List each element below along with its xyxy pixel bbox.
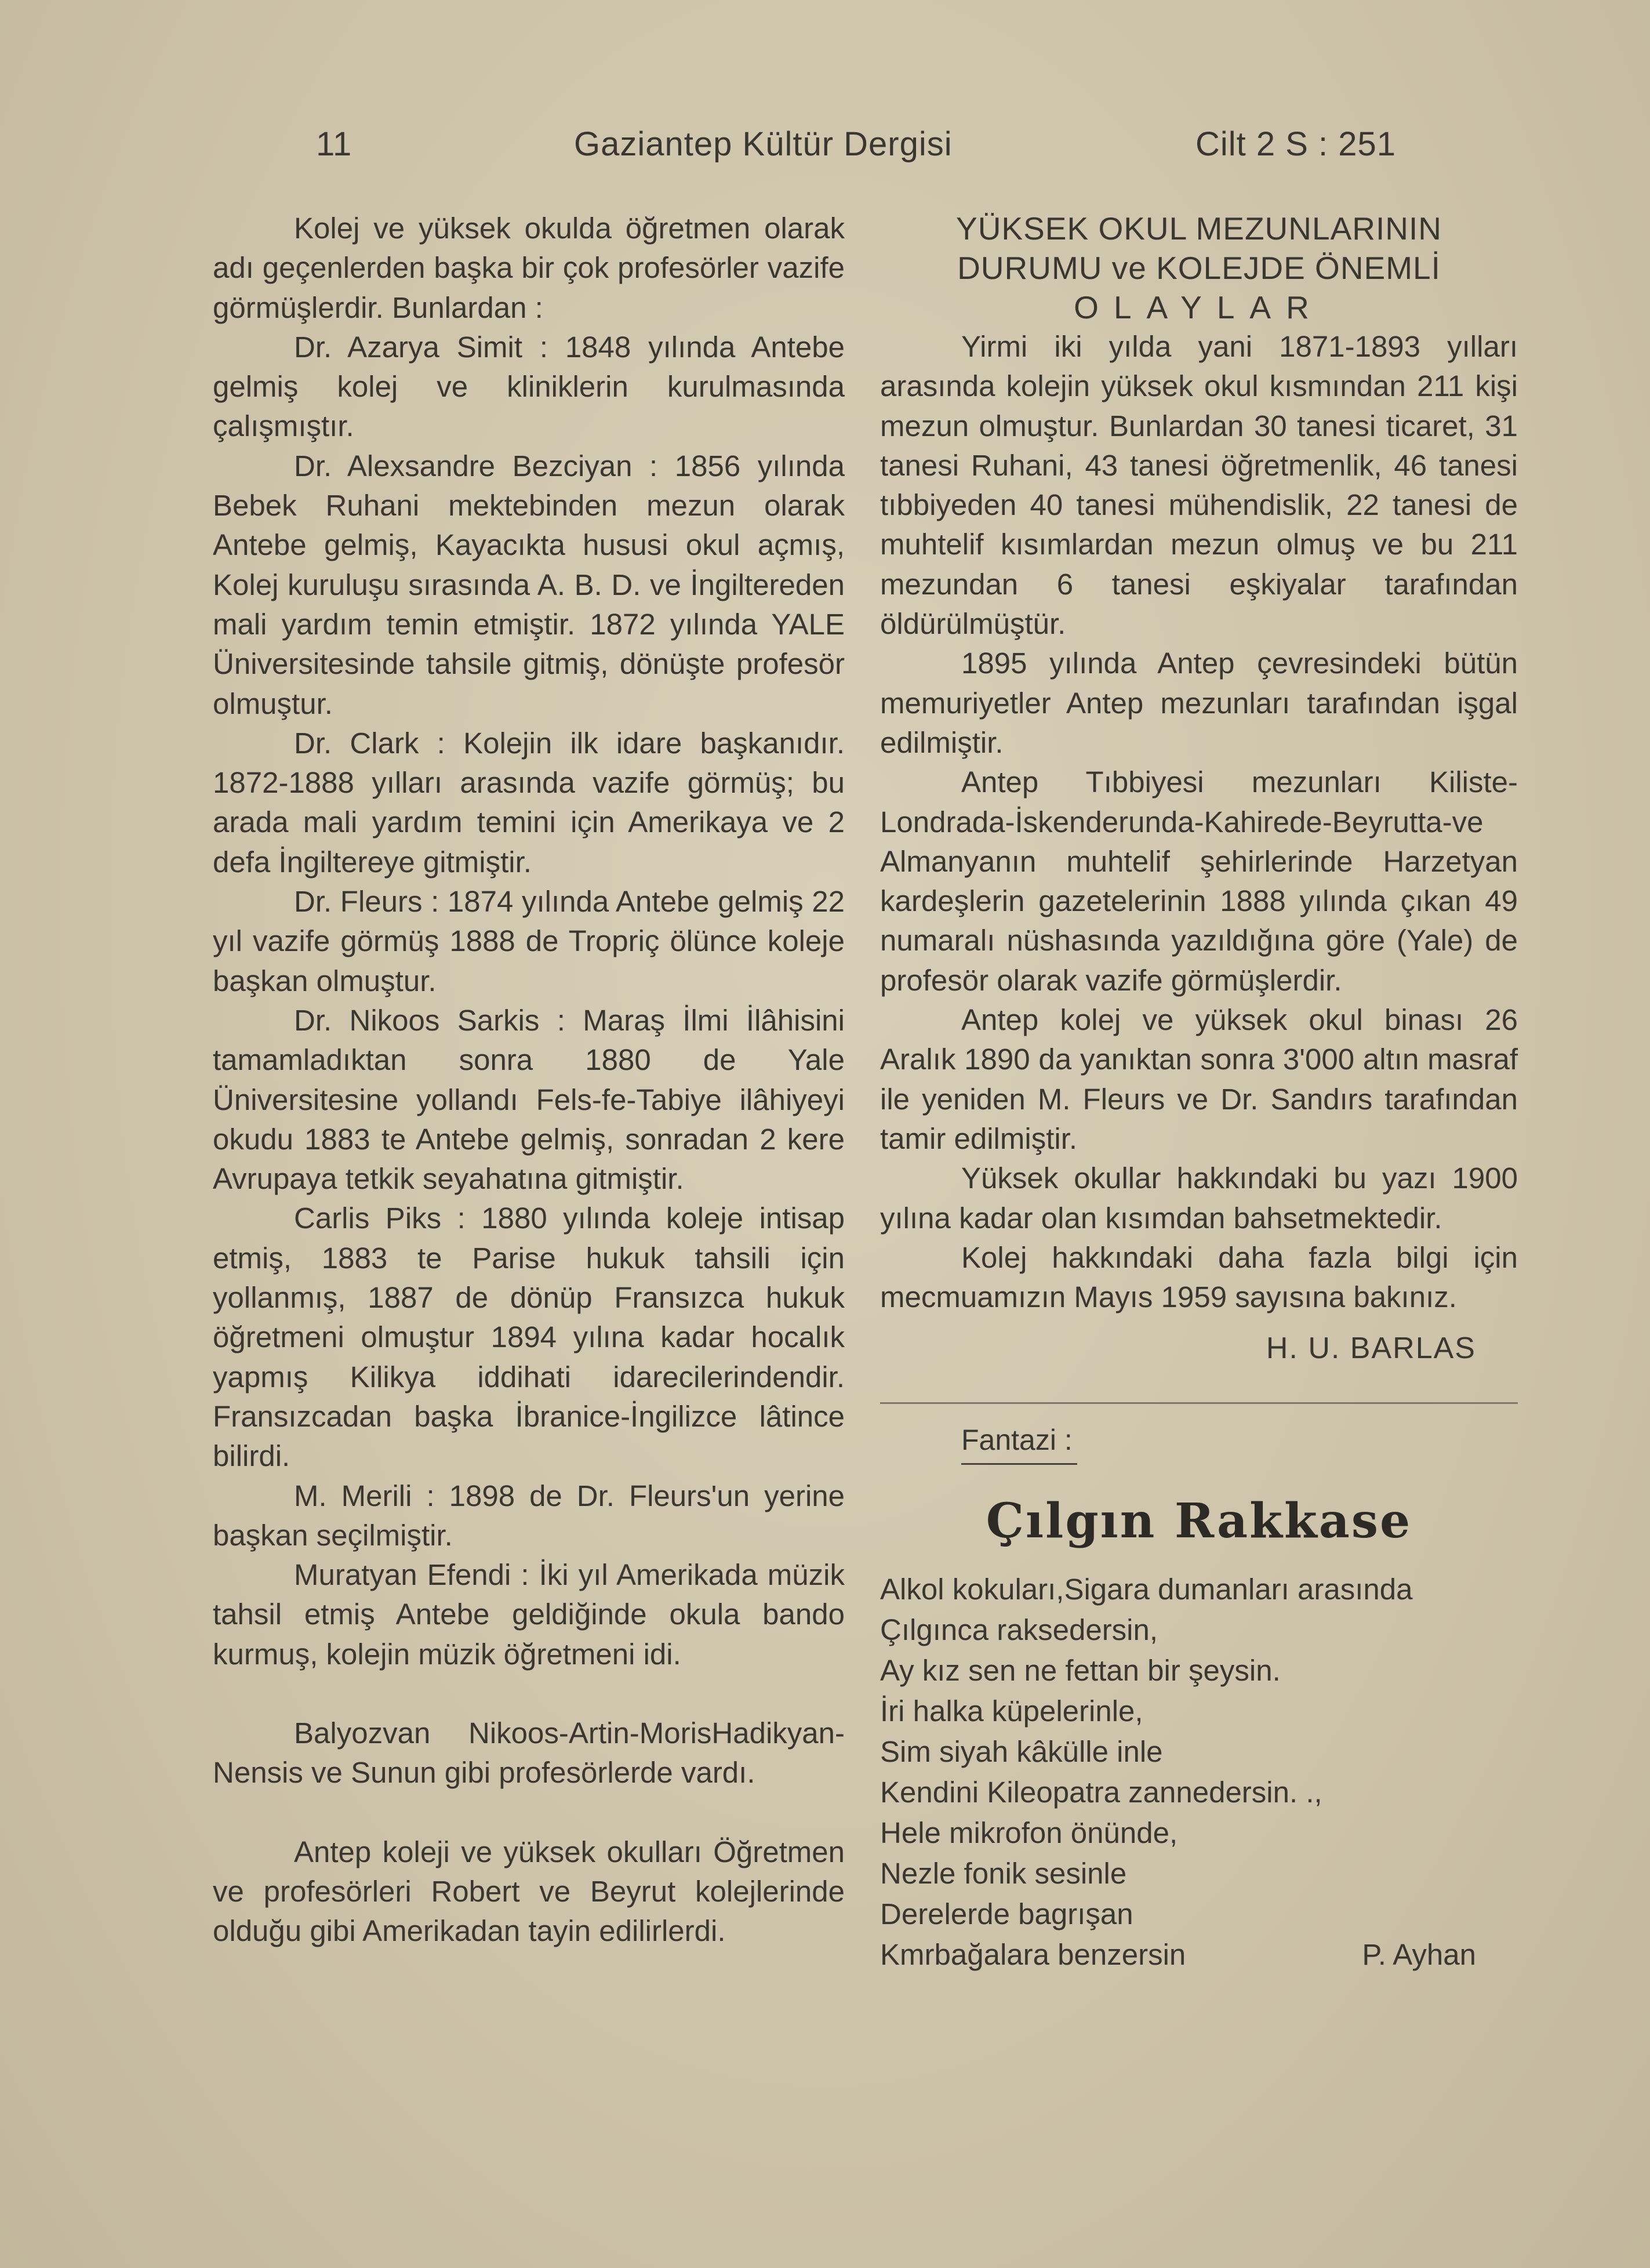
- poem-line: Sim siyah kâkülle inle: [880, 1735, 1163, 1769]
- right-column: [880, 209, 1518, 1975]
- article-title-line: YÜKSEK OKUL MEZUNLARININ: [956, 211, 1442, 246]
- poem-line: Nezle fonik sesinle: [880, 1857, 1127, 1890]
- paragraph: Antep koleji ve yüksek okulları Öğretmen ve profesörleri Robert ve Beyrut kolejlerinde olduğu gibi Amerikadan tayin edilirlerdi.: [213, 1835, 845, 1948]
- paragraph: Carlis Piks : 1880 yılında koleje intisap etmiş, 1883 te Parise hukuk tahsili için yollanmış, 1887 de dönüp Fransızca hukuk öğretmeni olmuştur 1894 yılına kadar hocalık yapmış Kilikya iddihati idarecilerindendir. Fransızcadan başka İbranice-İngilizce lâtince bilirdi.: [213, 1202, 845, 1473]
- page-number: 11: [316, 125, 352, 163]
- paragraph: Antep Tıbbiyesi mezunları Kiliste-Londrada-İskenderunda-Kahirede-Beyrutta-ve Almanyanın muhtelif şehirlerinde Harzetyan kardeşlerin gazetelerinin 1888 yılında çıkan 49 numaralı nüshasında yazıldığına göre (Yale) de profesör olarak vazife görmüşlerdir.: [880, 765, 1518, 997]
- label-underline: [961, 1463, 1077, 1465]
- paragraph: Dr. Azarya Simit : 1848 yılında Antebe gelmiş kolej ve kliniklerin kurulmasında çalışmıştır.: [213, 330, 845, 443]
- paragraph: Muratyan Efendi : İki yıl Amerikada müzik tahsil etmiş Antebe geldiğinde okula bando kurmuş, kolejin müzik öğretmeni idi.: [213, 1558, 845, 1671]
- poem-line: Çılgınca raksedersin,: [880, 1613, 1158, 1647]
- poem-line: Kmrbağalara benzersin: [880, 1938, 1186, 1972]
- poem-line: Ay kız sen ne fettan bir şeysin.: [880, 1654, 1281, 1688]
- poem-line: Derelerde bagrışan: [880, 1897, 1133, 1931]
- poem: [880, 1569, 1518, 1975]
- paragraph: 1895 yılında Antep çevresindeki bütün memuriyetler Antep mezunları tarafından işgal edilmiştir.: [880, 647, 1518, 759]
- paragraph: Dr. Clark : Kolejin ilk idare başkanıdır. 1872-1888 yılları arasında vazife görmüş; bu arada mali yardım temini için Amerikaya ve 2 defa İngiltereye gitmiştir.: [213, 726, 845, 879]
- paragraph: Dr. Nikoos Sarkis : Maraş İlmi İlâhisini tamamladıktan sonra 1880 de Yale Üniversitesine yollandı Fels-fe-Tabiye ilâhiyeyi okudu 1883 te Antebe gelmiş, sonradan 2 kere Avrupaya tetkik seyahatına gitmiştir.: [213, 1003, 845, 1196]
- article-title-line: DURUMU ve KOLEJDE ÖNEMLİ: [957, 250, 1441, 286]
- paragraph: Kolej hakkındaki daha fazla bilgi için mecmuamızın Mayıs 1959 sayısına bakınız.: [880, 1240, 1518, 1314]
- poem-final-line: [880, 1935, 1518, 1975]
- poem-title: Çılgın Rakkase: [986, 1493, 1412, 1550]
- paragraph: Kolej ve yüksek okulda öğretmen olarak adı geçenlerden başka bir çok profesörler vazife görmüşlerdir. Bunlardan :: [213, 212, 845, 324]
- article-title: [880, 209, 1518, 327]
- paragraph: Yüksek okullar hakkındaki bu yazı 1900 yılına kadar olan kısımdan bahsetmektedir.: [880, 1162, 1518, 1235]
- page-header: [0, 125, 1650, 177]
- paragraph: Dr. Fleurs : 1874 yılında Antebe gelmiş 22 yıl vazife görmüş 1888 de Tropriç ölünce koleje başkan olmuştur.: [213, 885, 845, 997]
- volume-issue: Cilt 2 S : 251: [1195, 125, 1397, 163]
- poem-line: Kendini Kileopatra zannedersin. .,: [880, 1776, 1322, 1809]
- poem-line: Hele mikrofon önünde,: [880, 1816, 1178, 1850]
- section-label: Fantazi :: [961, 1423, 1073, 1456]
- poem-author: P. Ayhan: [1362, 1938, 1476, 1972]
- magazine-title: Gaziantep Kültür Dergisi: [574, 125, 953, 163]
- paragraph: M. Merili : 1898 de Dr. Fleurs'un yerine başkan seçilmiştir.: [213, 1479, 845, 1552]
- poem-line: İri halka küpelerinle,: [880, 1694, 1143, 1728]
- paragraph: Dr. Alexsandre Bezciyan : 1856 yılında Bebek Ruhani mektebinden mezun olarak Antebe gelmiş, Kayacıkta hususi okul açmış, Kolej kuruluşu sırasında A. B. D. ve İngiltereden mali yardım temin etmiştir. 1872 yılında YALE Üniversitesinde tahsile gitmiş, dönüşte profesör olmuştur.: [213, 449, 845, 720]
- poem-line: Alkol kokuları,Sigara dumanları arasında: [880, 1573, 1413, 1606]
- section-divider: [880, 1402, 1518, 1404]
- paragraph: Balyozvan Nikoos-Artin-MorisHadikyan-Nensis ve Sunun gibi profesörlerde vardı.: [213, 1716, 845, 1790]
- article-title-line: OLAYLAR: [1074, 289, 1324, 325]
- article-author: H. U. BARLAS: [1266, 1331, 1476, 1366]
- paragraph: Yirmi iki yılda yani 1871-1893 yılları arasında kolejin yüksek okul kısmından 211 kişi mezun olmuştur. Bunlardan 30 tanesi ticaret, 31 tanesi Ruhani, 43 tanesi öğretmenlik, 46 tanesi tıbbiyeden 40 tanesi mühendislik, 22 tanesi de muhtelif kısımlardan mezun olmuş ve bu 211 mezundan 6 tanesi eşkiyalar tarafından öldürülmüştür.: [880, 330, 1518, 641]
- left-column: [213, 209, 845, 1951]
- paragraph: Antep kolej ve yüksek okul binası 26 Aralık 1890 da yanıktan sonra 3'000 altın masraf ile yeniden M. Fleurs ve Dr. Sandırs tarafından tamir edilmiştir.: [880, 1003, 1518, 1155]
